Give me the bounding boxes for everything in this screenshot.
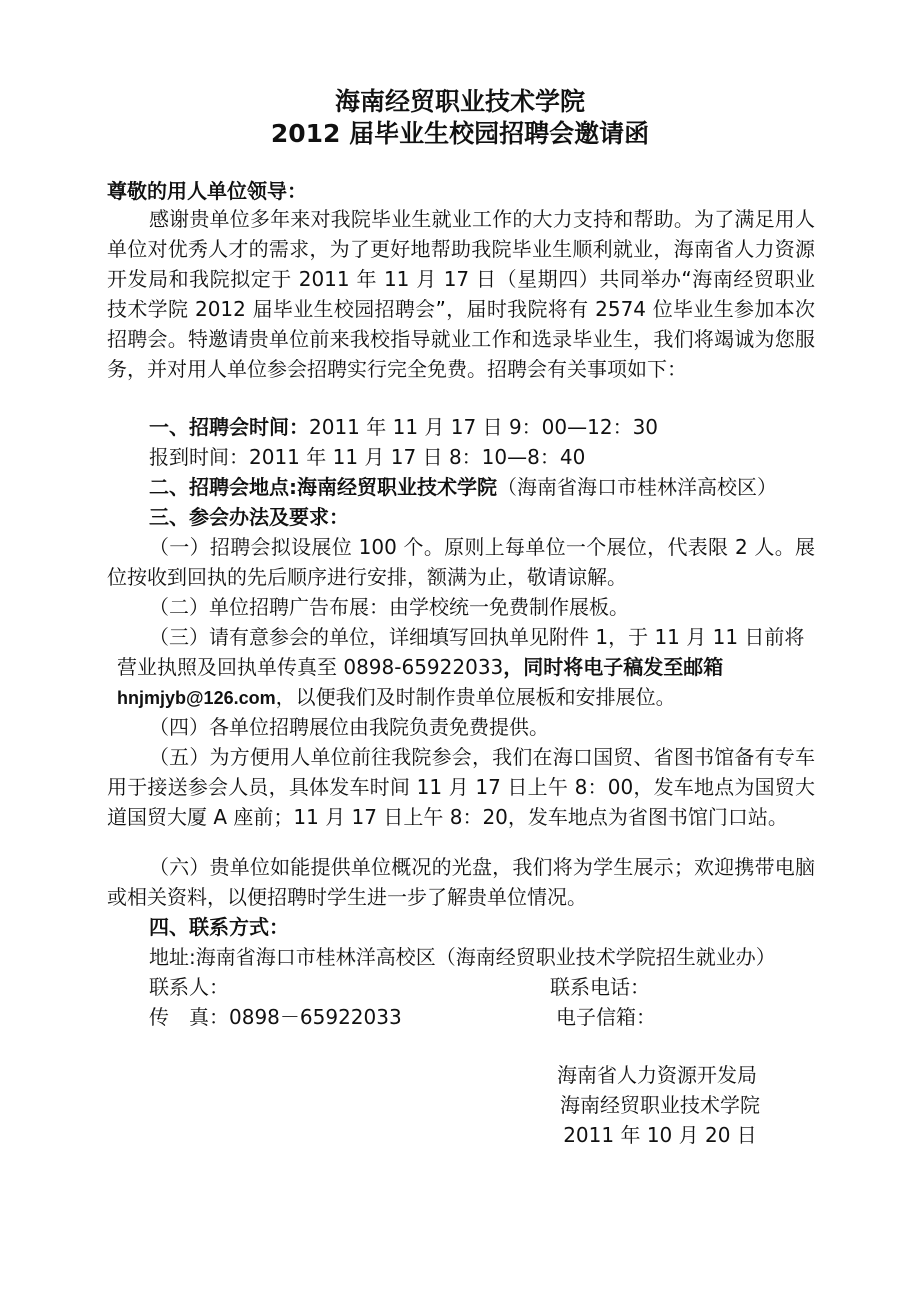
section3-item3-tail: ，以便我们及时制作贵单位展板和安排展位。 (275, 685, 676, 709)
section3-item3-line2 (117, 652, 723, 682)
section3-item5: （五）为方便用人单位前往我院参会，我们在海口国贸、省图书馆备有专车用于接送参会人员，具体发车时间 11 月 17 日上午 8：00，发车地点为国贸大道国贸大厦 A 座前；11 月 17 日上午 8：20，发车地点为省图书馆门口站。 (107, 745, 815, 829)
section4-heading: 四、联系方式： (149, 915, 289, 939)
contact-person-label: 联系人： (149, 975, 229, 999)
document-title-line2: 2012 届毕业生校园招聘会邀请函 (270, 119, 650, 148)
signature-date: 2011 年 10 月 20 日 (563, 1123, 757, 1147)
section2-location (149, 472, 777, 502)
contact-phone-label: 联系电话： (550, 975, 650, 999)
contact-address: 地址:海南省海口市桂林洋高校区（海南经贸职业技术学院招生就业办） (149, 945, 776, 969)
section3-item3-line1: （三）请有意参会的单位，详细填写回执单见附件 1，于 11 月 11 日前将 (149, 625, 805, 649)
contact-email-label: 电子信箱： (556, 1005, 656, 1029)
intro-paragraph: 感谢贵单位多年来对我院毕业生就业工作的大力支持和帮助。为了满足用人单位对优秀人才的需求，为了更好地帮助我院毕业生顺利就业，海南省人力资源开发局和我院拟定于 2011 年 11 月 17 日（星期四）共同举办“海南经贸职业技术学院 2012 届毕业生校园招聘会”，届时我院将有 2574 位毕业生参加本次招聘会。特邀请贵单位前来我校指导就业工作和选录毕业生，我们将竭诚为您服务，并对用人单位参会招聘实行完全免费。招聘会有关事项如下： (107, 207, 815, 381)
section3-item3-connector: ，同时将电子稿发至邮箱 (503, 655, 724, 679)
section3-item3-line3 (117, 682, 676, 713)
section3-item2: （二）单位招聘广告布展：由学校统一免费制作展板。 (149, 595, 629, 619)
email-address: hnjmjyb@126.com (117, 688, 276, 708)
section1-heading: 一、招聘会时间： (149, 415, 309, 439)
document-title-line1: 海南经贸职业技术学院 (334, 87, 585, 116)
greeting: 尊敬的用人单位领导： (107, 179, 307, 203)
section3-heading: 三、参会办法及要求： (149, 505, 349, 529)
contact-fax: 传 真：0898－65922033 (149, 1005, 402, 1029)
section3-item4: （四）各单位招聘展位由我院负责免费提供。 (149, 715, 549, 739)
section2-heading: 二、招聘会地点:海南经贸职业技术学院 (149, 475, 497, 499)
fax-text: 营业执照及回执单传真至 0898-65922033 (117, 655, 504, 679)
section1-time (149, 412, 658, 442)
section2-value: （海南省海口市桂林洋高校区） (497, 475, 777, 499)
section3-item1: （一）招聘会拟设展位 100 个。原则上每单位一个展位，代表限 2 人。展位按收到回执的先后顺序进行安排，额满为止，敬请谅解。 (107, 535, 815, 589)
section3-item6: （六）贵单位如能提供单位概况的光盘，我们将为学生展示；欢迎携带电脑或相关资料，以便招聘时学生进一步了解贵单位情况。 (107, 855, 815, 909)
checkin-time: 报到时间：2011 年 11 月 17 日 8：10—8：40 (149, 445, 586, 469)
section1-value: 2011 年 11 月 17 日 9：00—12：30 (309, 415, 659, 439)
signature-org1: 海南省人力资源开发局 (557, 1063, 757, 1087)
signature-org2: 海南经贸职业技术学院 (560, 1093, 760, 1117)
